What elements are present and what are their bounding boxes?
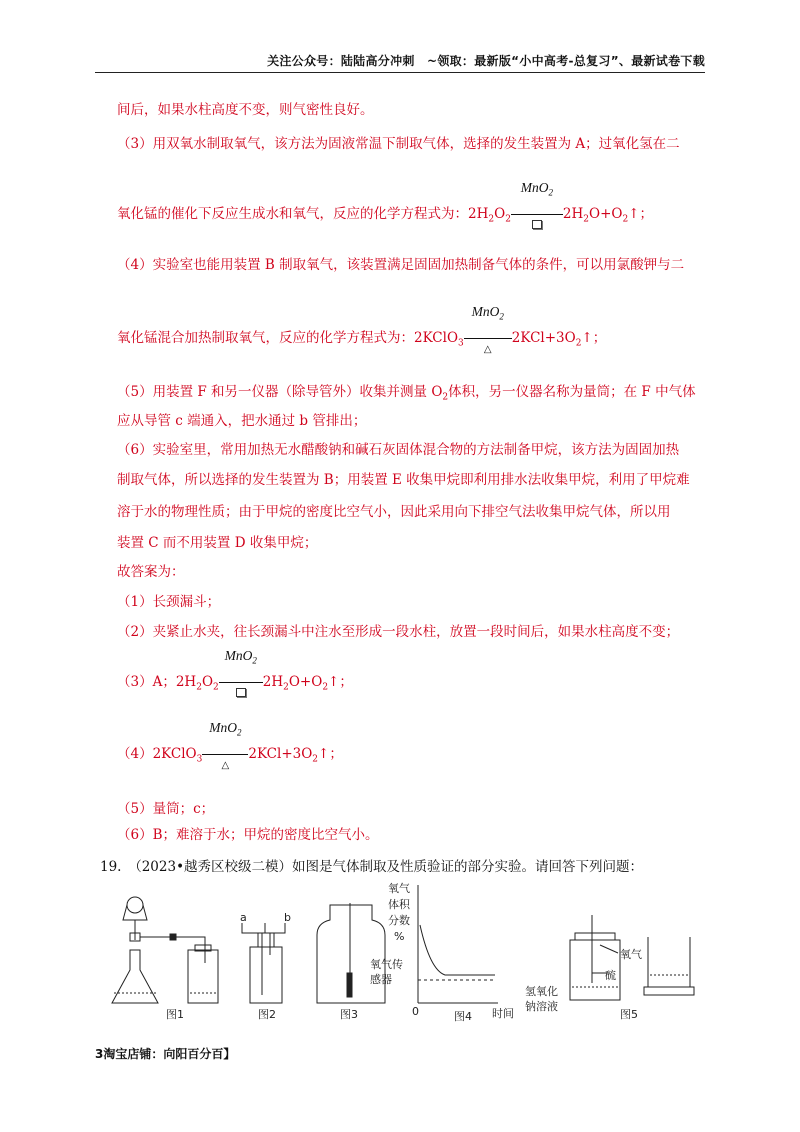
figure-5-solution-label: 氢氧化 [525, 985, 558, 998]
answer-line-equation: （3）A；$2H_2O_2$ MnO$_2$ $2H_2O+O_2↑$； [117, 670, 353, 693]
figure-1-apparatus [112, 897, 218, 1003]
text-line: 溶于水的物理性质；由于甲烷的密度比空气小，因此采用向下排空气法收集甲烷气体，所以用 [117, 504, 671, 520]
equation-line-kclo3: 氧化锰混合加热制取氧气，反应的化学方程式为：2KClO$_3$ MnO$_2$ △ $2KCl+3O_2↑$； [117, 304, 607, 355]
catalyst-arrow: MnO$_2$ [511, 206, 563, 222]
question-19: 19. （2023•越秀区校级二模）如图是气体制取及性质验证的部分实验。请回答下列问题： [100, 859, 644, 875]
figure-1-label: 图1 [166, 1008, 184, 1021]
text-line: （3）用双氧水制取氧气，该方法为固液常温下制取气体，选择的发生装置为 A；过氧化氢在二 [117, 136, 680, 152]
figure-4-graph [418, 885, 498, 1003]
figure-4-axis-label: 体积 [388, 898, 410, 911]
text-line: （6）实验室里，常用加热无水醋酸钠和碱石灰固体混合物的方法制备甲烷，该方法为固固加热 [117, 442, 680, 458]
text-line: 装置 C 而不用装置 D 收集甲烷； [117, 535, 318, 551]
text-line: （4）实验室也能用装置 B 制取氧气，该装置满足固固加热制备气体的条件，可以用氯酸钾与二 [117, 257, 685, 273]
figure-5-solution-label: 钠溶液 [525, 1000, 558, 1013]
text-line: 应从导管 c 端通入，把水通过 b 管排出； [117, 413, 367, 429]
page-footer: 3淘宝店铺：向阳百分百】 [95, 1047, 236, 1061]
figure-3-sensor-label: 氧气传 [370, 958, 403, 971]
figure-3-label: 图3 [340, 1008, 358, 1021]
figure-4-x-label: 时间 [492, 1007, 514, 1020]
text-line: 故答案为： [117, 564, 185, 580]
answer-line-equation: （4）2KClO$_3$ MnO$_2$ △ $2KCl+3O_2↑$； [117, 720, 343, 771]
answer-line: （5）量筒；c； [117, 801, 215, 817]
page-header: 关注公众号：陆陆高分冲刺 ~领取：最新版“小中高考-总复习”、最新试卷下载 [95, 52, 705, 73]
catalyst-arrow: MnO$_2$ △ [202, 746, 248, 762]
experiment-figures [100, 875, 700, 1025]
figure-5-sulfur-label: 硫 [605, 969, 616, 982]
figure-2-port-a: a [240, 911, 247, 924]
figure-4-label: 图4 [454, 1010, 472, 1023]
answer-line: （6）B；难溶于水；甲烷的密度比空气小。 [117, 827, 379, 843]
figure-4-axis-label: 氧气 [388, 882, 410, 895]
catalyst-arrow: MnO$_2$ △ [464, 330, 512, 346]
answer-line: （1）长颈漏斗； [117, 594, 221, 610]
equation-line-h2o2: 氧化锰的催化下反应生成水和氧气，反应的化学方程式为：$2H_2O_2$ MnO$_2$ $2H_2O+O_2↑$； [117, 202, 653, 225]
text-line: （5）用装置 F 和另一仪器（除导管外）收集并测量 $O_2$体积，另一仪器名称为量筒；在 F 中气体 [117, 384, 696, 403]
figure-3-sensor-label: 感器 [370, 973, 392, 986]
figure-4-axis-label: % [394, 930, 405, 943]
catalyst-arrow: MnO$_2$ [219, 674, 263, 690]
square-symbol [236, 688, 246, 697]
figure-5-label: 图5 [620, 1008, 638, 1021]
figure-2-label: 图2 [258, 1008, 276, 1021]
text-line: 制取气体，所以选择的发生装置为 B；用装置 E 收集甲烷即利用排水法收集甲烷，利用了甲烷难 [117, 472, 690, 488]
figure-3-jar [317, 903, 385, 1003]
figure-2-bottle [242, 923, 285, 1003]
figure-2-port-b: b [284, 911, 291, 924]
square-symbol [532, 220, 542, 229]
text-line: 间后，如果水柱高度不变，则气密性良好。 [117, 102, 374, 118]
figure-4-origin: 0 [412, 1005, 419, 1018]
figure-4-axis-label: 分数 [388, 914, 410, 927]
answer-line: （2）夹紧止水夹，往长颈漏斗中注水至形成一段水柱，放置一段时间后，如果水柱高度不变； [117, 624, 680, 640]
figure-5-oxygen-label: 氧气 [620, 948, 642, 961]
